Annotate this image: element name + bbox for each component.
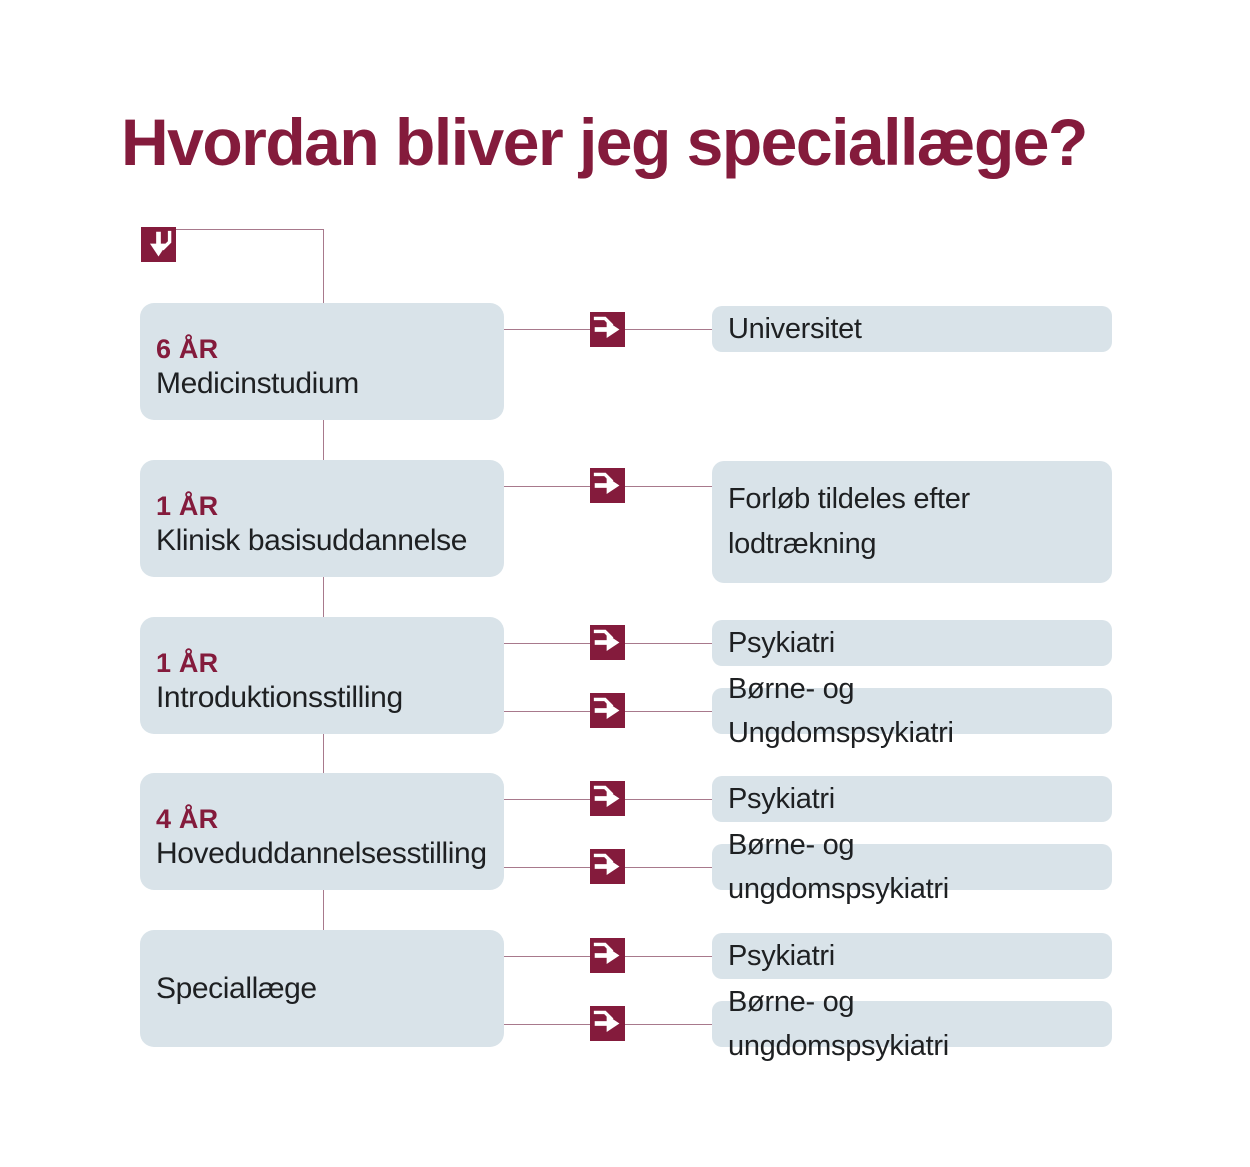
outcome-label: Børne- og Ungdomspsykiatri — [728, 673, 954, 749]
stage-box-klinisk-basisuddannelse — [140, 460, 504, 577]
right-arrow-icon — [590, 312, 625, 347]
stage-box-introduktionsstilling — [140, 617, 504, 734]
connector-line — [625, 956, 712, 957]
right-arrow-icon — [590, 625, 625, 660]
connector-line — [504, 329, 590, 330]
right-arrow-icon — [590, 781, 625, 816]
connector-line — [504, 486, 590, 487]
connector-line — [323, 890, 324, 930]
outcome-box-boerne-ungdomspsykiatri-intro — [712, 673, 1112, 749]
down-arrow-icon — [141, 227, 176, 262]
connector-line — [504, 956, 590, 957]
connector-line — [323, 420, 324, 460]
outcome-label: Psykiatri — [728, 783, 835, 815]
right-arrow-icon — [590, 468, 625, 503]
connector-line — [625, 643, 712, 644]
outcome-box-boerne-ungdomspsykiatri-speciallaege — [712, 986, 1112, 1062]
outcome-label: Universitet — [728, 313, 862, 345]
stage-label: Introduktionsstilling — [156, 681, 403, 714]
outcome-box-universitet — [712, 306, 1112, 352]
stage-duration: 6 ÅR — [156, 334, 219, 364]
connector-line — [625, 867, 712, 868]
connector-line — [625, 1024, 712, 1025]
right-arrow-icon — [590, 938, 625, 973]
connector-line — [504, 867, 590, 868]
connector-line — [176, 229, 324, 230]
stage-label: Medicinstudium — [156, 367, 359, 400]
stage-duration: 1 ÅR — [156, 491, 219, 521]
outcome-label: Børne- og ungdomspsykiatri — [728, 829, 949, 905]
stage-label: Klinisk basisuddannelse — [156, 524, 468, 557]
outcome-box-psykiatri-hoved — [712, 776, 1112, 822]
outcome-box-forloeb-lodtraekning — [712, 461, 1112, 583]
stage-box-speciallaege — [140, 930, 504, 1047]
outcome-label: Psykiatri — [728, 627, 835, 659]
outcome-box-psykiatri-speciallaege — [712, 933, 1112, 979]
right-arrow-icon — [590, 849, 625, 884]
stage-box-hoveduddannelsesstilling — [140, 773, 504, 890]
outcome-label: Psykiatri — [728, 940, 835, 972]
stage-label: Hoveduddannelsesstilling — [156, 837, 487, 870]
connector-line — [504, 643, 590, 644]
stage-box-medicinstudium — [140, 303, 504, 420]
outcome-label: Børne- og ungdomspsykiatri — [728, 986, 949, 1062]
outcome-box-psykiatri-intro — [712, 620, 1112, 666]
connector-line — [504, 799, 590, 800]
right-arrow-icon — [590, 693, 625, 728]
connector-line — [504, 711, 590, 712]
connector-line — [625, 486, 712, 487]
connector-line — [323, 229, 324, 303]
right-arrow-icon — [590, 1006, 625, 1041]
page-title: Hvordan bliver jeg speciallæge? — [121, 105, 1087, 179]
outcome-box-boerne-ungdomspsykiatri-hoved — [712, 829, 1112, 905]
connector-line — [323, 577, 324, 617]
connector-line — [504, 1024, 590, 1025]
stage-label: Speciallæge — [156, 971, 317, 1005]
connector-line — [625, 711, 712, 712]
stage-duration: 4 ÅR — [156, 804, 219, 834]
stage-duration: 1 ÅR — [156, 648, 219, 678]
outcome-label: Forløb tildeles efter lodtrækning — [728, 483, 970, 560]
connector-line — [625, 799, 712, 800]
connector-line — [323, 734, 324, 773]
connector-line — [625, 329, 712, 330]
